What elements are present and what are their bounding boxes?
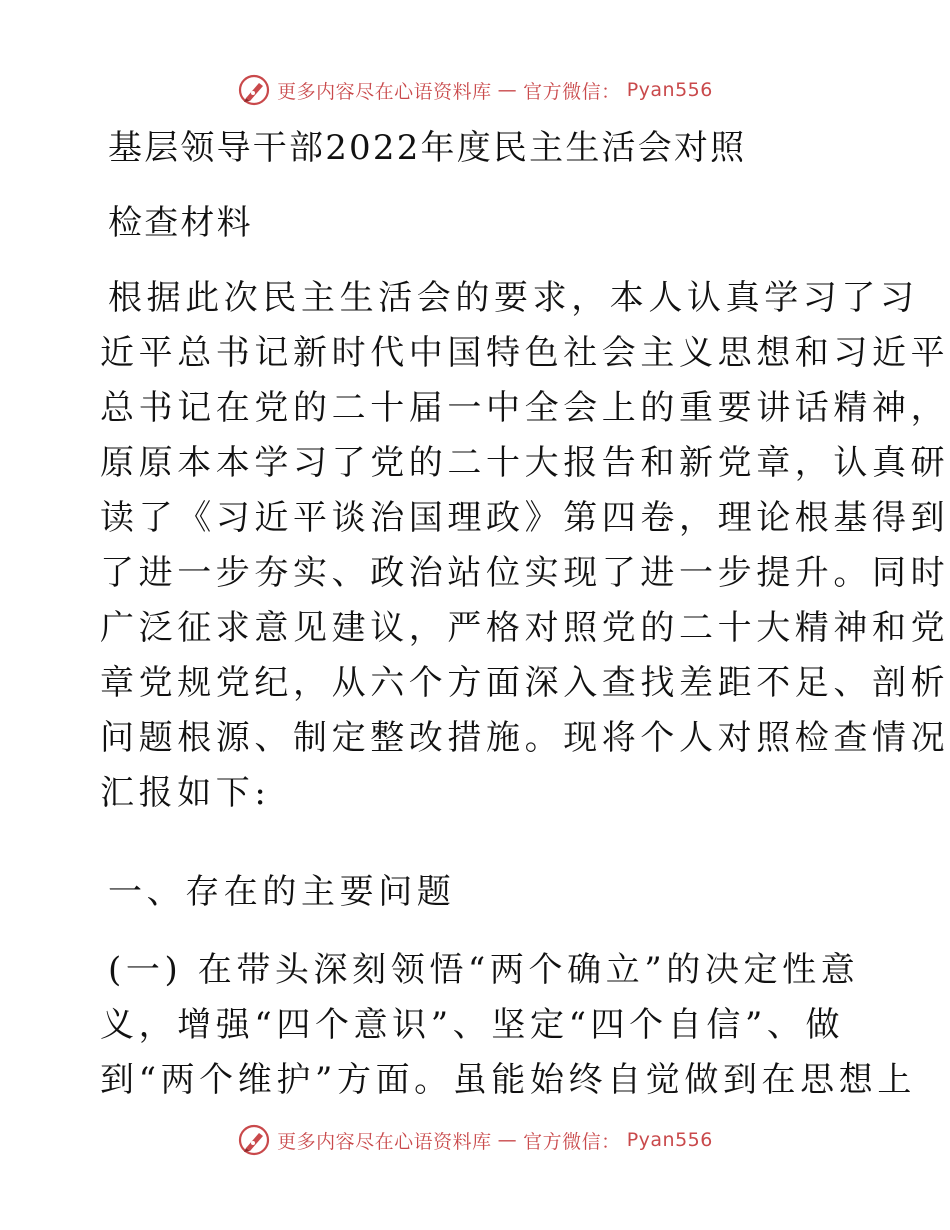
body-line: 汇报如下:: [100, 773, 271, 813]
body-line: 根据此次民主生活会的要求，本人认真学习了习: [108, 278, 919, 318]
body-line: 原原本本学习了党的二十大报告和新党章，认真研: [100, 443, 950, 483]
watermark-separator: —: [497, 79, 518, 101]
section-heading: 一、存在的主要问题: [108, 872, 456, 912]
watermark-wechat-label: 官方微信：: [523, 1130, 621, 1153]
watermark-text: 更多内容尽在心语资料库: [277, 1130, 492, 1153]
subsection-line: (一) 在带头深刻领悟“两个确立”的决定性意: [108, 950, 860, 990]
body-line: 章党规党纪，从六个方面深入查找差距不足、剖析: [100, 663, 950, 703]
pen-logo-icon: [237, 73, 271, 107]
footer-watermark: [0, 1122, 950, 1158]
header-watermark: [0, 72, 950, 108]
watermark-wechat-id: Pyan556: [626, 79, 713, 101]
body-line: 近平总书记新时代中国特色社会主义思想和习近平: [100, 333, 950, 373]
watermark: [237, 1123, 713, 1157]
watermark-wechat-label: 官方微信：: [523, 80, 621, 103]
watermark-wechat-id: Pyan556: [626, 1129, 713, 1151]
document-title-line-2: 检查材料: [108, 203, 253, 243]
watermark: [237, 73, 713, 107]
body-line: 问题根源、制定整改措施。现将个人对照检查情况: [100, 718, 950, 758]
watermark-text: 更多内容尽在心语资料库: [277, 80, 492, 103]
watermark-separator: —: [497, 1129, 518, 1151]
body-line: 读了《习近平谈治国理政》第四卷，理论根基得到: [100, 498, 950, 538]
document-title-line-1: 基层领导干部2022年度民主生活会对照: [108, 128, 747, 168]
subsection-line: 到“两个维护”方面。虽能始终自觉做到在思想上: [100, 1060, 916, 1100]
body-line: 了进一步夯实、政治站位实现了进一步提升。同时: [100, 553, 950, 593]
pen-logo-icon: [237, 1123, 271, 1157]
body-line: 总书记在党的二十届一中全会上的重要讲话精神，: [100, 388, 950, 428]
subsection-line: 义，增强“四个意识”、坚定“四个自信”、做: [100, 1005, 845, 1045]
body-line: 广泛征求意见建议，严格对照党的二十大精神和党: [100, 608, 950, 648]
